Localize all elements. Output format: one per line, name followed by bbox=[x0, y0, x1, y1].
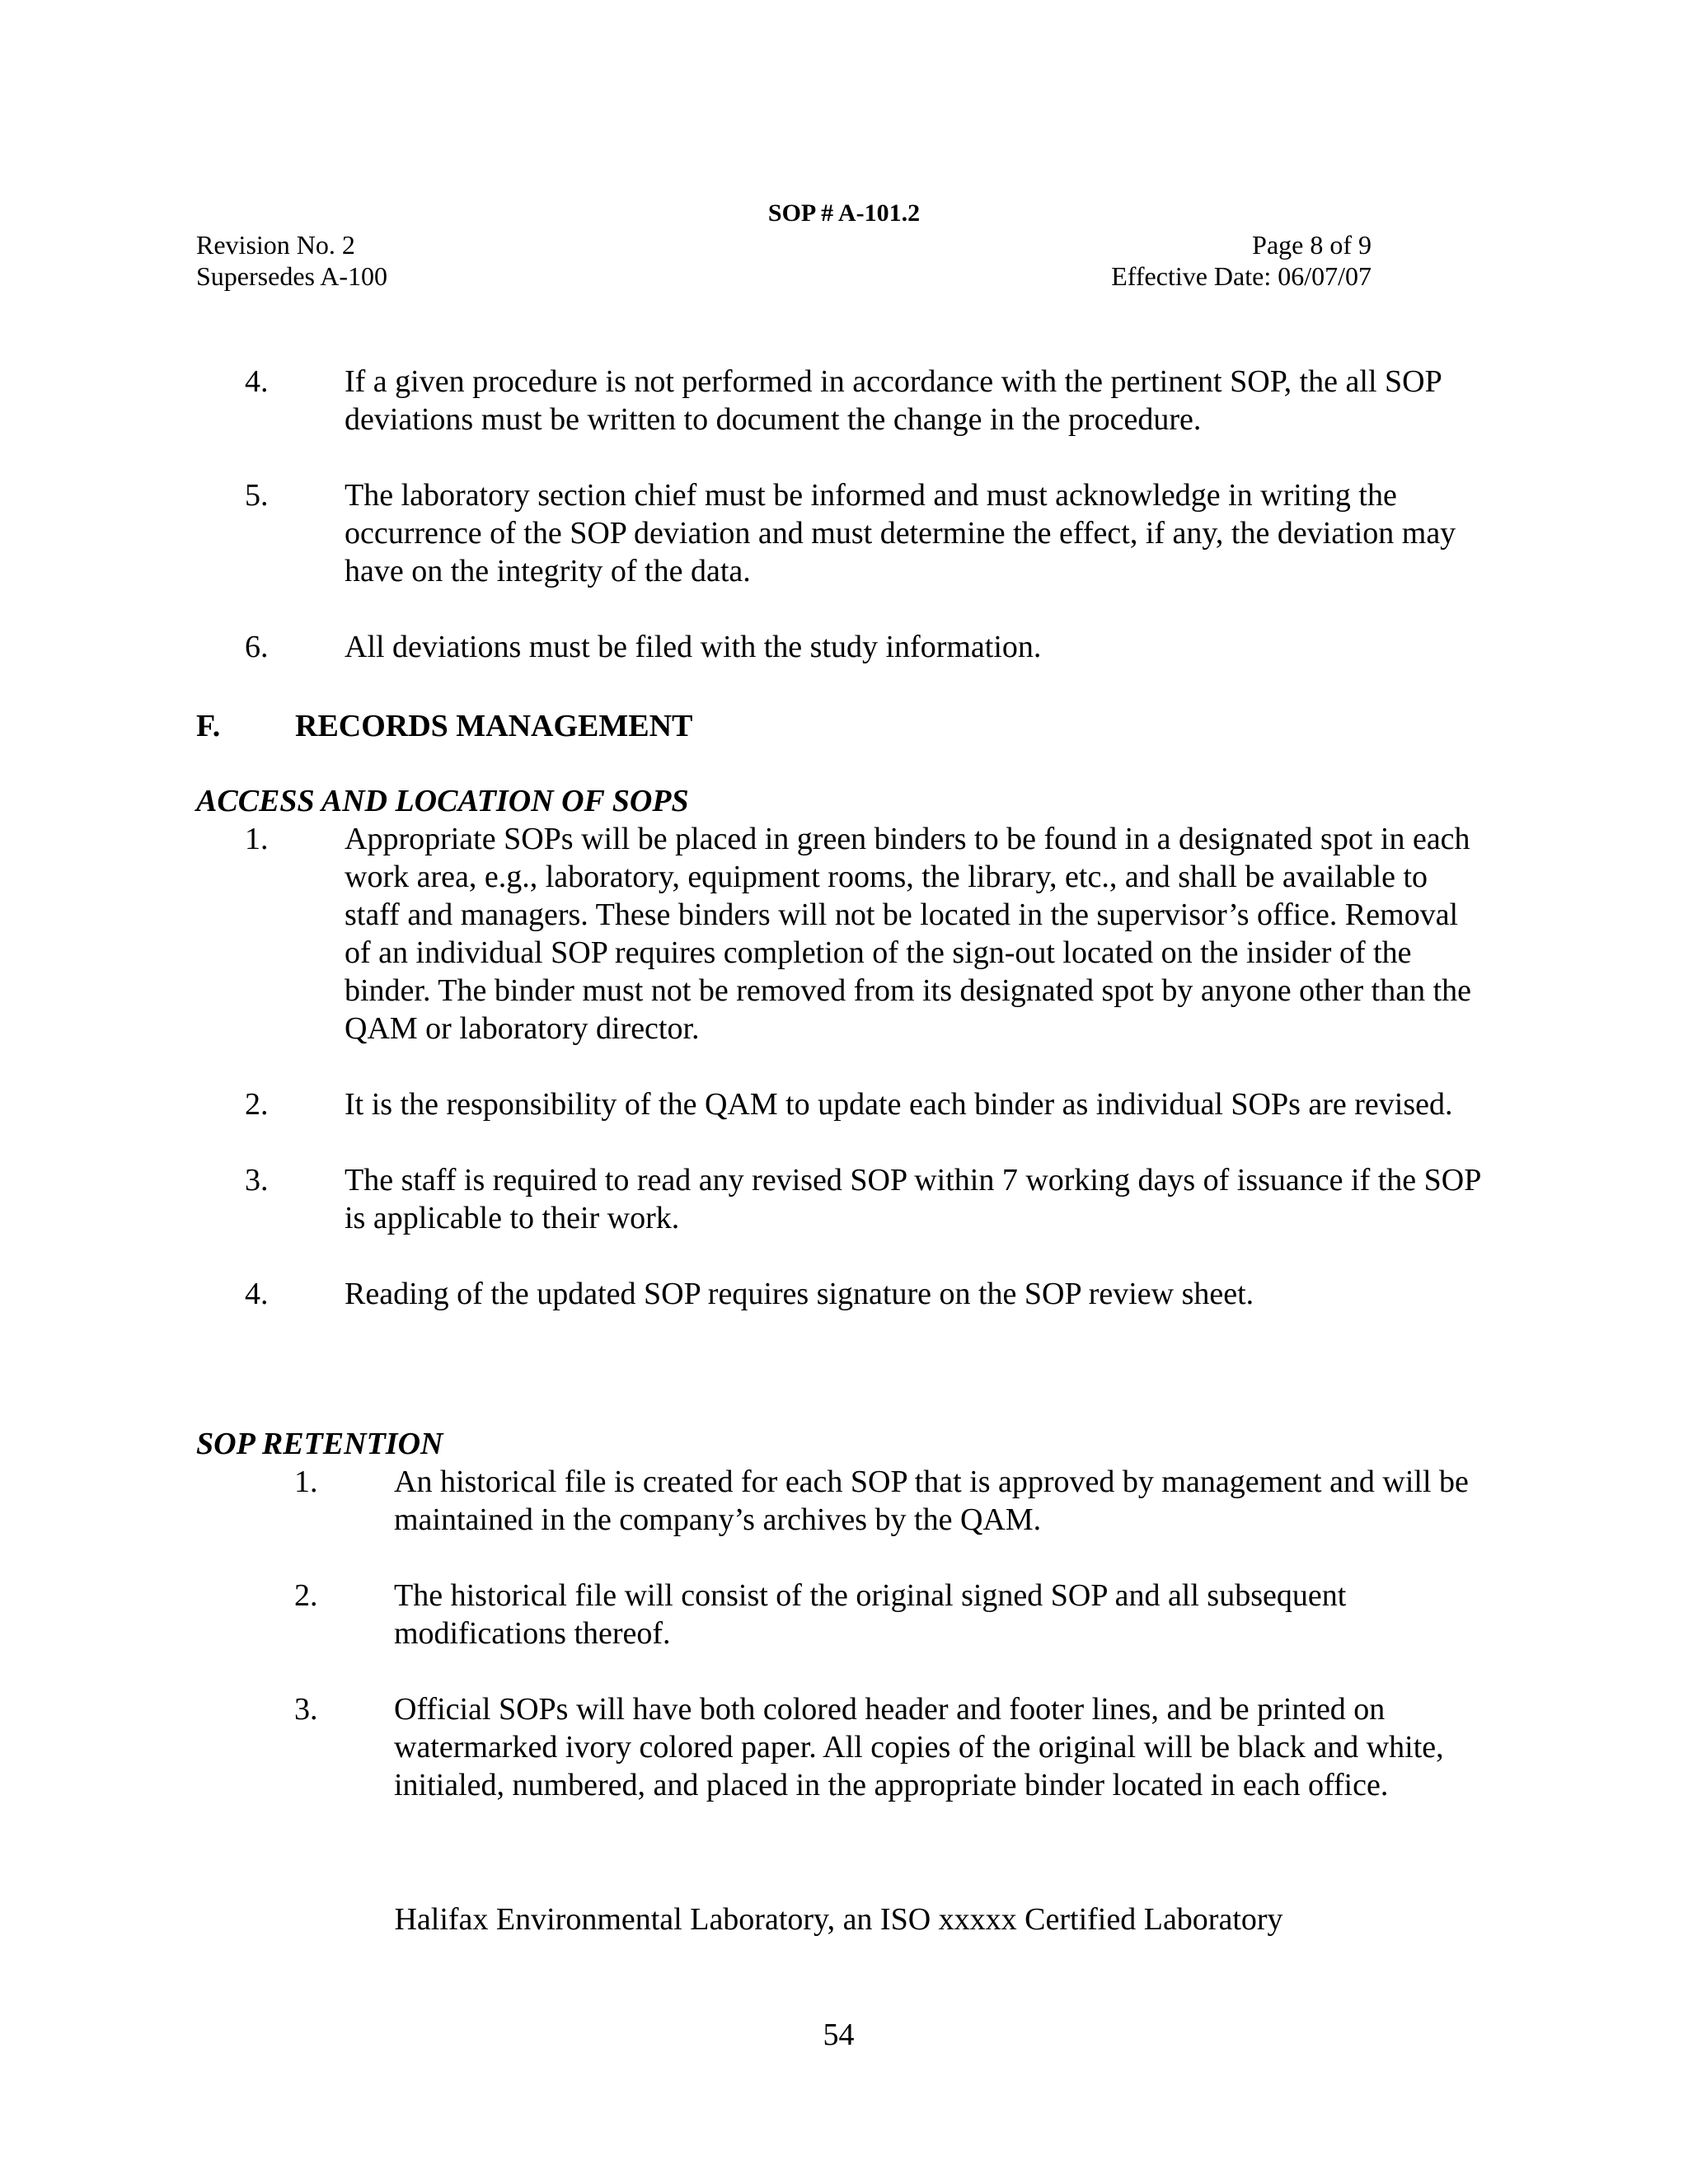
lab-footer: Halifax Environmental Laboratory, an ISO xxxxx Certified Laboratory bbox=[394, 1902, 1283, 1937]
list-item bbox=[245, 1275, 1489, 1313]
list-item bbox=[245, 1085, 1489, 1123]
item-number: 3. bbox=[294, 1692, 318, 1727]
header-right-block bbox=[1111, 229, 1372, 292]
item-number: 4. bbox=[245, 364, 269, 399]
list-item bbox=[245, 628, 1489, 666]
item-text: Official SOPs will have both colored header and footer lines, and be printed on watermarked ivory colored paper. All copies of the original will be black and white, initialed, numbered, and placed in the appropriate binder located in each office. bbox=[394, 1692, 1444, 1802]
sop-number-title: SOP # A-101.2 bbox=[767, 199, 921, 227]
section-letter: F. bbox=[196, 709, 221, 743]
item-number: 2. bbox=[245, 1087, 269, 1122]
effective-date: Effective Date: 06/07/07 bbox=[1111, 261, 1372, 291]
section-heading bbox=[196, 707, 692, 745]
item-text: Appropriate SOPs will be placed in green binders to be found in a designated spot in each work area, e.g., laboratory, equipment rooms, the library, etc., and shall be available to staff and managers. These binders will not be located in the supervisor’s office. Removal of an individual SOP requires completion of the sign-out located on the insider of the binder. The binder must not be removed from its designated spot by anyone other than the QAM or laboratory director. bbox=[345, 822, 1471, 1046]
sop-retention-list bbox=[294, 1463, 1489, 1804]
list-item bbox=[245, 363, 1489, 438]
continued-list bbox=[245, 363, 1489, 666]
section-title: RECORDS MANAGEMENT bbox=[295, 709, 693, 743]
item-number: 2. bbox=[294, 1578, 318, 1613]
sop-retention-heading: SOP RETENTION bbox=[196, 1427, 443, 1461]
item-text: If a given procedure is not performed in accordance with the pertinent SOP, the all SOP deviations must be written to document the change in the procedure. bbox=[345, 364, 1442, 437]
item-number: 1. bbox=[294, 1465, 318, 1499]
item-number: 4. bbox=[245, 1277, 269, 1311]
list-item bbox=[294, 1577, 1489, 1652]
item-text: All deviations must be filed with the study information. bbox=[345, 630, 1042, 664]
item-text: Reading of the updated SOP requires signature on the SOP review sheet. bbox=[345, 1277, 1254, 1311]
revision-number: Revision No. 2 bbox=[196, 230, 355, 260]
item-number: 5. bbox=[245, 478, 269, 513]
list-item bbox=[245, 820, 1489, 1047]
access-location-heading: ACCESS AND LOCATION OF SOPS bbox=[196, 784, 689, 818]
item-text: The historical file will consist of the original signed SOP and all subsequent modifications thereof. bbox=[394, 1578, 1347, 1651]
list-item bbox=[294, 1690, 1489, 1804]
access-location-list bbox=[245, 820, 1489, 1313]
list-item bbox=[245, 476, 1489, 590]
item-text: The staff is required to read any revised SOP within 7 working days of issuance if the SOP is applicable to their work. bbox=[345, 1163, 1480, 1235]
list-item bbox=[245, 1161, 1489, 1237]
supersedes-label: Supersedes A-100 bbox=[196, 261, 387, 291]
item-text: The laboratory section chief must be informed and must acknowledge in writing the occurrence of the SOP deviation and must determine the effect, if any, the deviation may have on the integrity of the data. bbox=[345, 478, 1456, 588]
page-number: 54 bbox=[823, 2018, 855, 2052]
list-item bbox=[294, 1463, 1489, 1539]
page-indicator: Page 8 of 9 bbox=[1252, 230, 1372, 260]
item-text: An historical file is created for each SOP that is approved by management and will be maintained in the company’s archives by the QAM. bbox=[394, 1465, 1469, 1537]
header-left-block bbox=[196, 229, 387, 292]
item-number: 3. bbox=[245, 1163, 269, 1197]
item-number: 1. bbox=[245, 822, 269, 856]
item-text: It is the responsibility of the QAM to update each binder as individual SOPs are revised. bbox=[345, 1087, 1453, 1122]
item-number: 6. bbox=[245, 630, 269, 664]
